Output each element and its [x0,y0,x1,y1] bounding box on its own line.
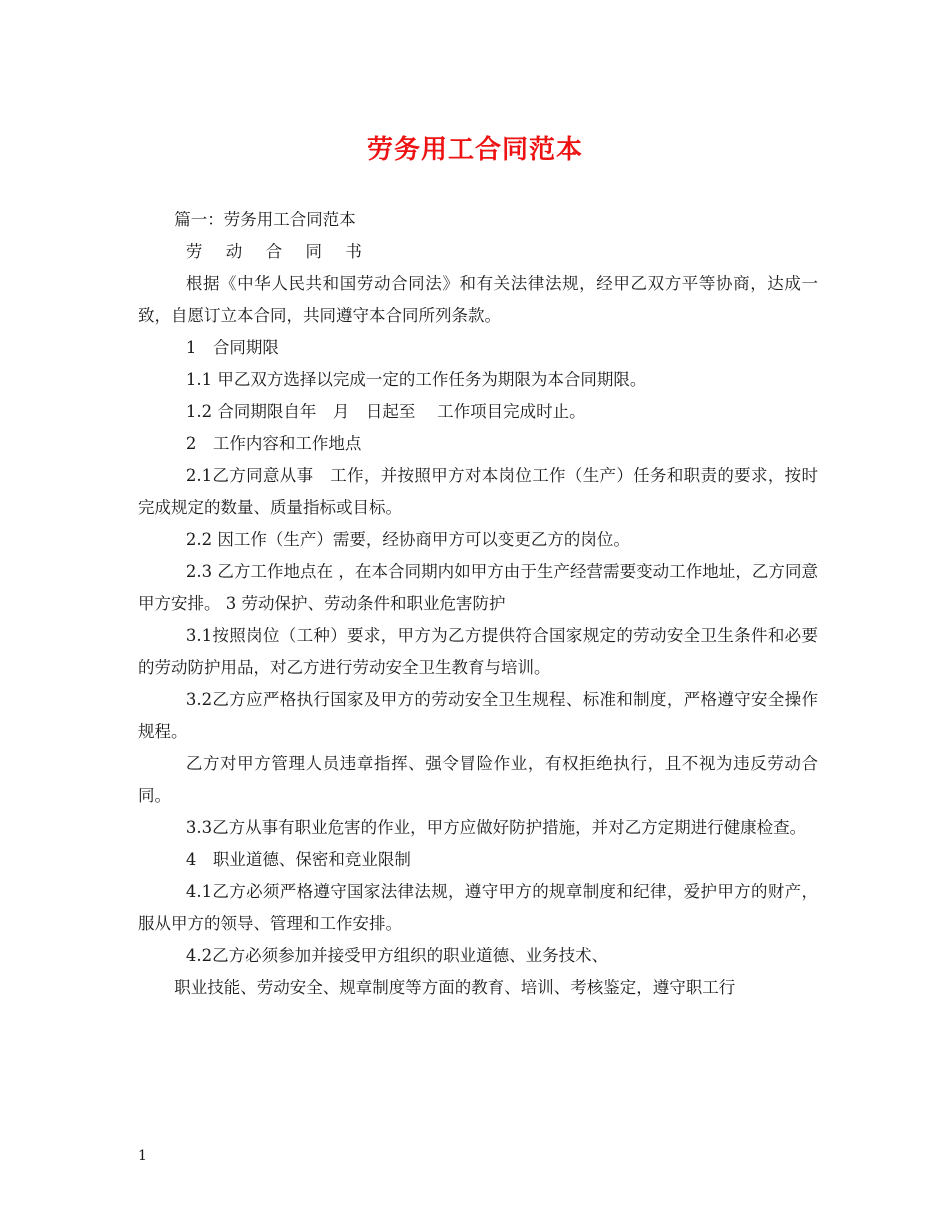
contract-heading: 劳 动 合 同 书 [185,242,371,261]
clause-heading: 4 职业道德、保密和竞业限制 [185,850,411,869]
paragraph: 4.2乙方必须参加并接受甲方组织的职业道德、业务技术、 [185,946,609,965]
paragraph: 2.2 因工作（生产）需要，经协商甲方可以变更乙方的岗位。 [185,530,630,549]
paragraph: 3.2乙方应严格执行国家及甲方的劳动安全卫生规程、标准和制度，严格遵守安全操作规程。 [138,690,818,741]
document-body [138,204,818,1004]
paragraph: 乙方对甲方管理人员违章指挥、强令冒险作业，有权拒绝执行，且不视为违反劳动合同。 [138,754,818,805]
page-number: 1 [138,1148,147,1164]
document-title: 劳务用工合同范本 [366,135,583,165]
paragraph: 1.2 合同期限自年 月 日起至 工作项目完成时止。 [185,402,586,421]
paragraph: 2.1乙方同意从事 工作，并按照甲方对本岗位工作（生产）任务和职责的要求，按时完成规定的数量、质量指标或目标。 [138,466,818,517]
section-heading: 篇一：劳务用工合同范本 [174,210,356,229]
paragraph: 1.1 甲乙双方选择以完成一定的工作任务为期限为本合同期限。 [185,370,647,389]
clause-heading: 2 工作内容和工作地点 [185,434,362,453]
paragraph: 职业技能、劳动安全、规章制度等方面的教育、培训、考核鉴定，遵守职工行 [174,978,736,997]
paragraph: 3.1按照岗位（工种）要求，甲方为乙方提供符合国家规定的劳动安全卫生条件和必要的劳动防护用品，对乙方进行劳动安全卫生教育与培训。 [138,626,818,677]
paragraph: 4.1乙方必须严格遵守国家法律法规，遵守甲方的规章制度和纪律，爱护甲方的财产，服从甲方的领导、管理和工作安排。 [138,882,818,933]
paragraph: 根据《中华人民共和国劳动合同法》和有关法律法规，经甲乙双方平等协商，达成一致，自愿订立本合同，共同遵守本合同所列条款。 [138,274,818,325]
clause-heading: 1 合同期限 [185,338,279,357]
paragraph: 3.3乙方从事有职业危害的作业，甲方应做好防护措施，并对乙方定期进行健康检查。 [185,818,807,837]
paragraph: 2.3 乙方工作地点在 ，在本合同期内如甲方由于生产经营需要变动工作地址，乙方同意甲方安排。 3 劳动保护、劳动条件和职业危害防护 [138,562,818,613]
